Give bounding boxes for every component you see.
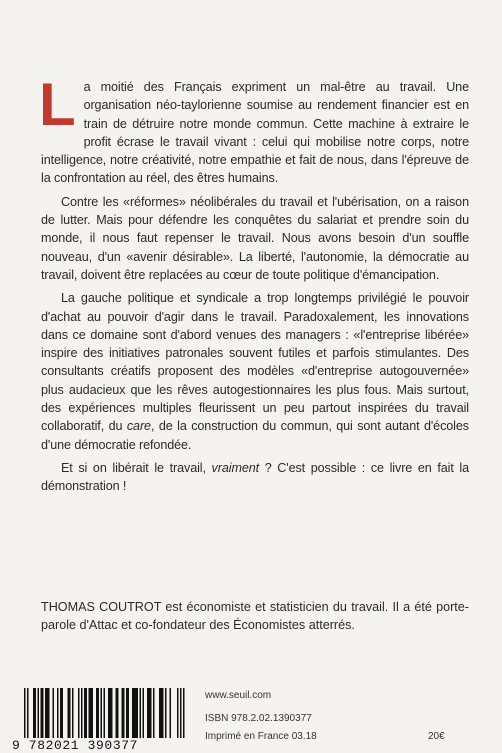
barcode-bar bbox=[135, 688, 137, 738]
barcode-bar bbox=[159, 688, 161, 738]
barcode-bar bbox=[60, 688, 62, 738]
barcode-bar bbox=[84, 688, 86, 738]
barcode-bar bbox=[134, 688, 136, 738]
barcode-bar bbox=[53, 688, 55, 738]
isbn: ISBN 978.2.02.1390377 bbox=[205, 713, 312, 724]
barcode-bar bbox=[104, 688, 106, 738]
paragraph-4-text-b: ? C'est possible : ce livre en fait la démonstration ! bbox=[41, 460, 469, 494]
barcode-bar bbox=[153, 688, 155, 738]
barcode-bar bbox=[89, 688, 91, 738]
barcode-bar bbox=[126, 688, 128, 738]
paragraph-4-text-a: Et si on libérait le travail, bbox=[61, 460, 212, 475]
barcode-bar bbox=[72, 688, 74, 738]
barcode-bar bbox=[41, 688, 43, 738]
publisher-website: www.seuil.com bbox=[205, 690, 272, 701]
barcode-bar bbox=[165, 688, 167, 738]
barcode-digits: 9 782021 390377 bbox=[12, 738, 139, 753]
barcode-bar bbox=[45, 688, 47, 738]
barcode-bar bbox=[149, 688, 151, 738]
barcode-bar bbox=[35, 688, 37, 738]
author-name: THOMAS COUTROT bbox=[41, 600, 162, 614]
blurb-text bbox=[39, 71, 469, 501]
paragraph-4-vraiment: vraiment bbox=[211, 460, 260, 475]
barcode-bar bbox=[162, 688, 164, 738]
barcode-bar bbox=[180, 688, 182, 738]
barcode-bar bbox=[27, 688, 29, 738]
barcode-bar bbox=[117, 688, 119, 738]
author-bio bbox=[41, 598, 469, 635]
dropcap-letter: L bbox=[39, 71, 76, 138]
barcode-bar bbox=[143, 688, 145, 738]
barcode-bar bbox=[57, 688, 59, 738]
paragraph-3-text-a: La gauche politique et syndicale a trop longtemps privilégié le pouvoir d'achat au pouvoir d'agir dans le travail. Paradoxalement, les innovations dans ce domaine sont d'abord venues des managers : «l'entreprise libérée» inspire des initiatives patronales souvent futiles et parfois stimulantes. Des consultants créatifs proposent des modèles «d'entreprise autogouvernée» plus audacieux que les rêves autogestionnaires les plus fous. Mais surtout, des expériences multiples fleurissent un peu partout inspirées du travail collaboratif, du bbox=[41, 291, 469, 434]
barcode-bar bbox=[96, 688, 98, 738]
barcode-bar bbox=[92, 688, 94, 738]
barcode-bar bbox=[128, 688, 130, 738]
barcode-bar bbox=[78, 688, 80, 738]
barcode-bar bbox=[122, 688, 124, 738]
barcode-bar bbox=[170, 688, 172, 738]
barcode-bar bbox=[38, 688, 40, 738]
barcode-bar bbox=[132, 688, 134, 738]
barcode bbox=[12, 686, 188, 753]
barcode-bar bbox=[147, 688, 149, 738]
price: 20€ bbox=[428, 731, 445, 742]
paragraph-3 bbox=[41, 289, 469, 454]
barcode-bar bbox=[47, 688, 49, 738]
barcode-bar bbox=[81, 688, 83, 738]
barcode-bar bbox=[108, 688, 110, 738]
barcode-bar bbox=[68, 688, 70, 738]
paragraph-2: Contre les «réformes» néolibérales du travail et l'ubérisation, on a raison de lutter. Mais pour défendre les conquêtes du salariat et prendre soin du monde, il nous faut repenser le travail. Nous avons besoin d'un souffle nouveau, d'un «avenir désirable». La liberté, l'autonomie, la démocratie au travail, doivent être replacées au cœur de toute politique d'émancipation. bbox=[41, 194, 469, 282]
printing-info: Imprimé en France 03.18 bbox=[205, 731, 317, 742]
barcode-bar bbox=[116, 688, 118, 738]
barcode-bar bbox=[161, 688, 163, 738]
author-bio-paragraph bbox=[41, 598, 469, 635]
barcode-bar bbox=[24, 688, 26, 738]
barcode-bar bbox=[69, 688, 71, 738]
barcode-bar bbox=[48, 688, 50, 738]
barcode-bar bbox=[90, 688, 92, 738]
author-bio-text: est économiste et statisticien du travail. Il a été porte-parole d'Attac et co-fondateur des Économistes atterrés. bbox=[41, 600, 469, 633]
paragraph-1-text: a moitié des Français expriment un mal-être au travail. Une organisation néo-taylorienne soumise au rendement financier est en train de détruire notre monde commun. Cette machine à extraire le profit écrase le travail vivant : celui qui mobilise notre corps, notre intelligence, notre créativité, notre empathie et fait de nous, dans l'épreuve de la confrontation au réel, des êtres humains. bbox=[41, 80, 469, 186]
barcode-bar bbox=[86, 688, 88, 738]
barcode-bar bbox=[137, 688, 139, 738]
paragraph-3-text-b: , de la construction du commun, qui sont autant d'écoles d'une démocratie refondée. bbox=[41, 419, 469, 452]
barcode-bar bbox=[42, 688, 44, 738]
barcode-bars bbox=[12, 686, 188, 738]
barcode-bar bbox=[110, 688, 112, 738]
paragraph-4 bbox=[41, 459, 469, 496]
barcode-bar bbox=[183, 688, 185, 738]
barcode-bar bbox=[101, 688, 103, 738]
paragraph-1 bbox=[39, 71, 469, 188]
barcode-bar bbox=[140, 688, 142, 738]
barcode-bar bbox=[33, 688, 35, 738]
barcode-bar bbox=[98, 688, 100, 738]
paragraph-3-care: care bbox=[126, 419, 151, 434]
barcode-bar bbox=[123, 688, 125, 738]
barcode-bar bbox=[111, 688, 113, 738]
barcode-bar bbox=[177, 688, 179, 738]
barcode-bar bbox=[62, 688, 64, 738]
barcode-bar bbox=[150, 688, 152, 738]
